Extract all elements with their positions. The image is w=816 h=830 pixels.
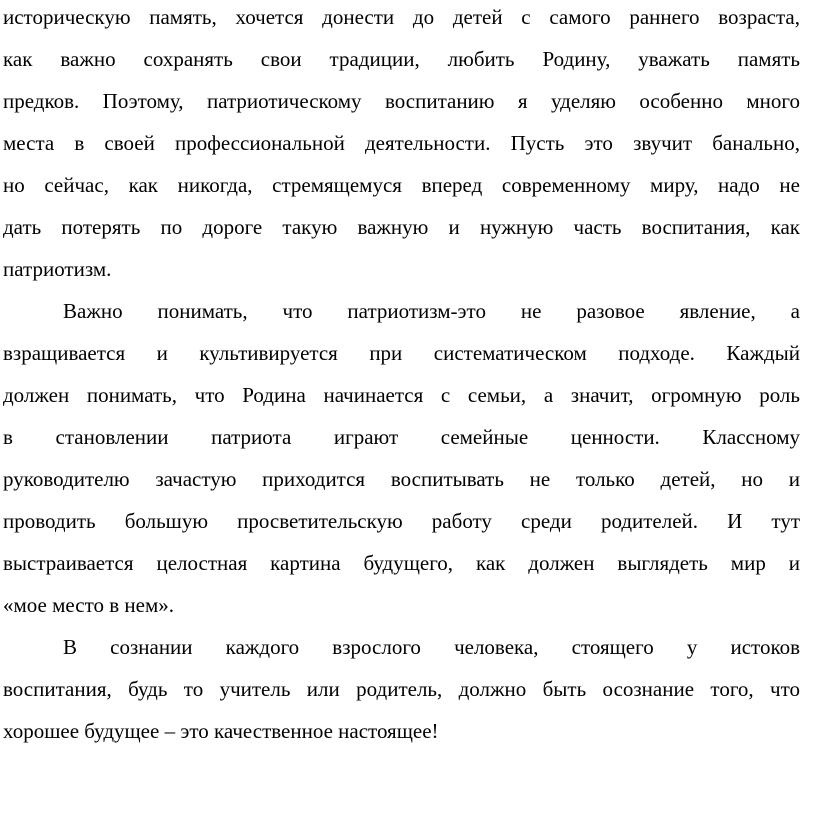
- text-line: но сейчас, как никогда, стремящемуся вперед современному миру, надо не: [3, 173, 800, 197]
- text-line: «мое место в нем».: [3, 593, 174, 617]
- text-line: выстраивается целостная картина будущего, как должен выглядеть мир и: [3, 551, 800, 575]
- text-line: В сознании каждого взрослого человека, стоящего у истоков: [63, 635, 800, 659]
- text-line: как важно сохранять свои традиции, любить Родину, уважать память: [3, 47, 800, 71]
- text-line: взращивается и культивируется при систематическом подходе. Каждый: [3, 341, 800, 365]
- text-line: в становлении патриота играют семейные ценности. Классному: [3, 425, 800, 449]
- text-line: руководителю зачастую приходится воспитывать не только детей, но и: [3, 467, 800, 491]
- text-line: воспитания, будь то учитель или родитель, должно быть осознание того, что: [3, 677, 800, 701]
- text-line: должен понимать, что Родина начинается с семьи, а значит, огромную роль: [3, 383, 800, 407]
- text-line: предков. Поэтому, патриотическому воспитанию я уделяю особенно много: [3, 89, 800, 113]
- text-line: патриотизм.: [3, 257, 112, 281]
- text-line: проводить большую просветительскую работу среди родителей. И тут: [3, 509, 800, 533]
- text-line: места в своей профессиональной деятельности. Пусть это звучит банально,: [3, 131, 800, 155]
- text-line: дать потерять по дороге такую важную и нужную часть воспитания, как: [3, 215, 800, 239]
- text-line: хорошее будущее – это качественное настоящее!: [3, 719, 439, 743]
- text-line: историческую память, хочется донести до детей с самого раннего возраста,: [3, 5, 800, 29]
- text-line: Важно понимать, что патриотизм-это не разовое явление, а: [63, 299, 800, 323]
